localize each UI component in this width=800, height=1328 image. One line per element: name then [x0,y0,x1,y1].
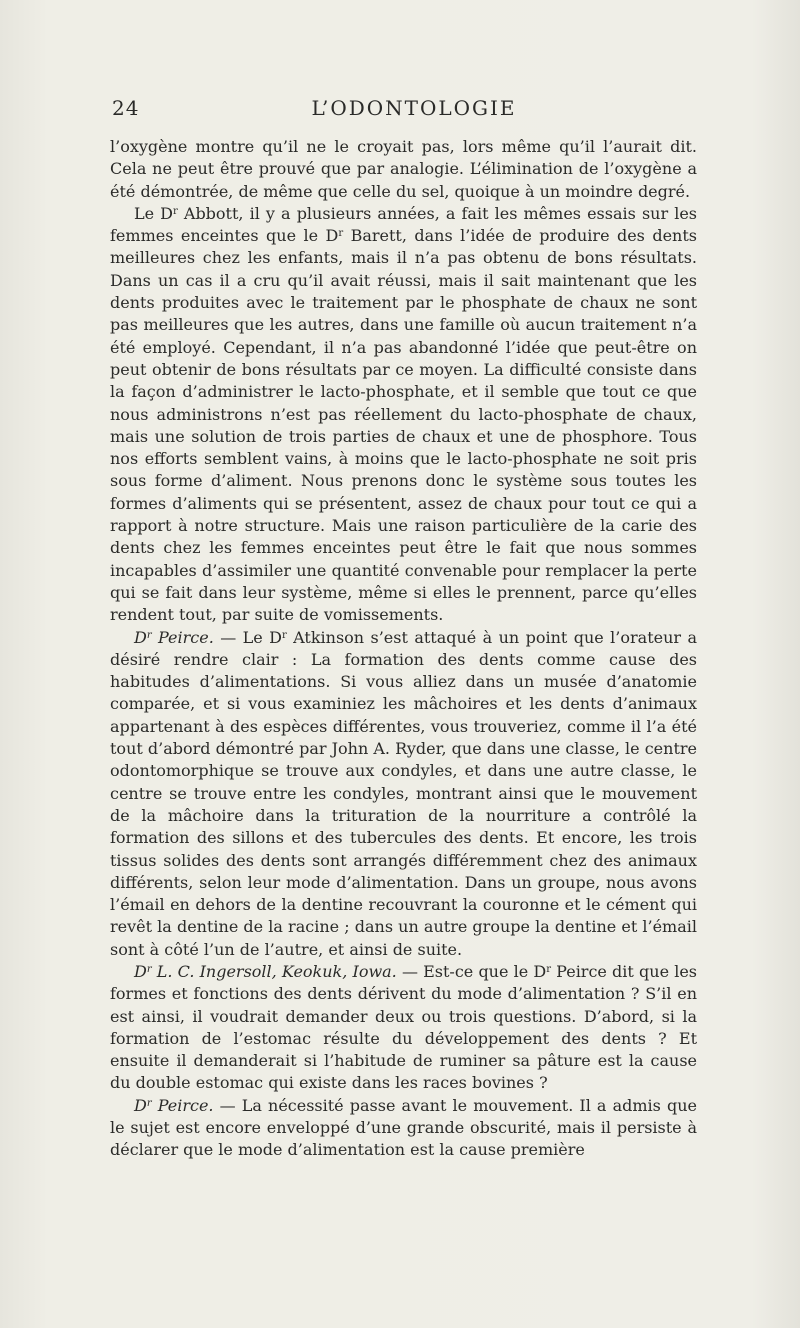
speaker-name: $D^r$ Peirce. [134,1095,214,1115]
speaker-name: $D^r$ L. C. Ingersoll, Keokuk, Iowa. [134,961,397,981]
page-number: 24 [112,96,140,120]
paragraph-2: Le $D^r$ Abbott, il y a plusieurs années, a fait les mêmes essais sur les femmes enceintes que le $D^r$ Barett, dans l’idée de produire des dents meilleures chez les enfants, mais il n’a pas obtenu de bons résultats. Dans un cas il a cru qu’il avait réussi, mais il sait maintenant que les dents produites avec le traitement par le phosphate de chaux ne sont pas meilleures que les autres, dans une famille où aucun traitement n’a été employé. Cependant, il n’a pas abandonné l’idée que peut-être on peut obtenir de bons résultats par ce moyen. La difficulté consiste dans la façon d’administrer le lacto-phosphate, et il semble que tout ce que nous administrons n’est pas réellement du lacto-phosphate de chaux, mais une solution de trois parties de chaux et une de phosphore. Tous nos efforts semblent vains, à moins que le lacto-phosphate ne soit pris sous forme d’aliment. Nous prenons donc le système sous toutes les formes d’aliments qui se présentent, assez de chaux pour tout ce qui a rapport à notre structure. Mais une raison particulière de la carie des dents chez les femmes enceintes peut être le fait que nous sommes incapables d’assimiler une quantité convenable pour remplacer la perte qui se fait dans leur système, même si elles le prennent, parce qu’elles rendent tout, par suite de vomissements. [110,203,697,625]
body-text [110,136,697,1162]
paragraph-3: $D^r$ Peirce. — Le $D^r$ Atkinson s’est attaqué à un point que l’orateur a désiré rendre clair : La formation des dents comme cause des habitudes d’alimentations. Si vous alliez dans un musée d’anatomie comparée, et si vous examiniez les mâchoires et les dents d’animaux appartenant à des espèces différentes, vous trouveriez, comme il l’a été tout d’abord démontré par John A. Ryder, que dans une classe, le centre odontomorphique se trouve aux condyles, et dans une autre classe, le centre se trouve entre les condyles, montrant ainsi que le mouvement de la mâchoire dans la trituration de la nourriture a contrôlé la formation des sillons et des tubercules des dents. Et encore, les trois tissus solides des dents sont arrangés différemment chez des animaux différents, selon leur mode d’alimentation. Dans un groupe, nous avons l’émail en dehors de la dentine recouvrant la couronne et le cément qui revêt la dentine de la racine ; dans un autre groupe la dentine et l’émail sont à côté l’un de l’autre, et ainsi de suite. [110,627,697,959]
paragraph-1: l’oxygène montre qu’il ne le croyait pas, lors même qu’il l’aurait dit. Cela ne peut être prouvé que par analogie. L’élimination de l’oxygène a été démontrée, de même que celle du sel, quoique à un moindre degré. [110,137,697,201]
running-title: L’ODONTOLOGIE [311,96,517,120]
speaker-name: $D^r$ Peirce. [134,627,214,647]
paragraph-5: $D^r$ Peirce. — La nécessité passe avant le mouvement. Il a admis que le sujet est encore enveloppé d’une grande obscurité, mais il persiste à déclarer que le mode d’alimentation est la cause première [110,1095,697,1160]
page-header [112,96,692,126]
paragraph-4: $D^r$ L. C. Ingersoll, Keokuk, Iowa. — Est-ce que le $D^r$ Peirce dit que les formes et fonctions des dents dérivent du mode d’alimentation ? S’il en est ainsi, il voudrait demander deux ou trois questions. D’abord, si la formation de l’estomac résulte du développement des dents ? Et ensuite il demanderait si l’habitude de ruminer sa pâture est la cause du double estomac qui existe dans les races bovines ? [110,961,697,1093]
